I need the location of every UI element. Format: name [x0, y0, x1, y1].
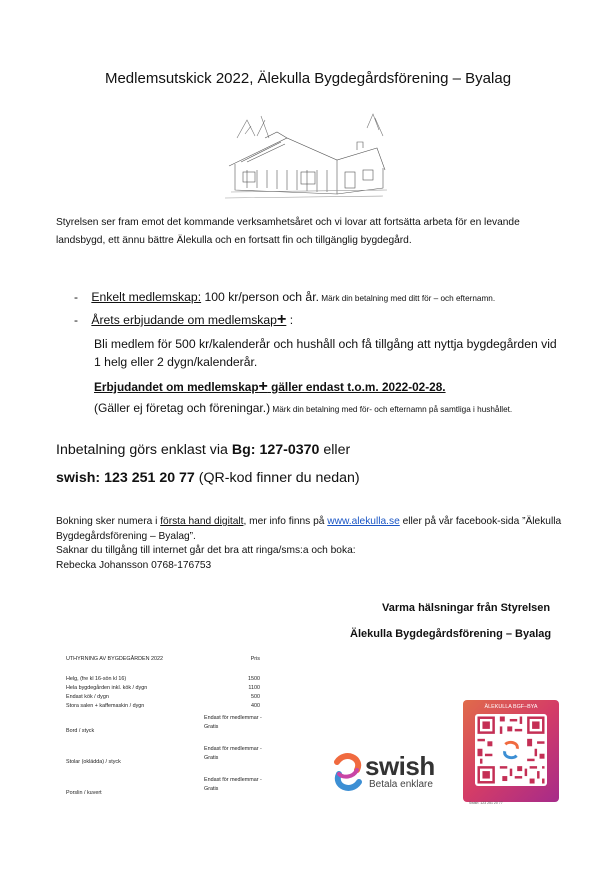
offer-label: Årets erbjudande om medlemskap+ — [91, 311, 287, 328]
offer-body-text: Bli medlem för 500 kr/kalenderår och hushåll och få tillgång att nyttja bygdegården vid 1 helg eller 2 dygn/kalenderår. — [94, 337, 557, 369]
table-row: Stolar (oklädda) / styck Endast för medlemmar - Gratis — [66, 746, 262, 765]
list-dash: - — [74, 290, 92, 304]
swish-number: swish: 123 251 20 77 — [56, 470, 195, 486]
offer-item — [74, 313, 293, 327]
swish-symbol-icon — [331, 752, 365, 792]
website-link[interactable]: www.alekulla.se — [327, 516, 400, 527]
building-sketch-image — [217, 108, 389, 208]
plus-icon: + — [276, 311, 287, 328]
single-membership-note: Märk din betalning med ditt för – och efternamn. — [318, 294, 496, 303]
swish-logo — [331, 748, 441, 796]
bankgiro-number: Bg: 127-0370 — [231, 442, 320, 458]
offer-colon: : — [286, 313, 294, 327]
qr-code-icon — [475, 714, 547, 786]
greeting-line-2: Älekulla Bygdegårdsförening – Byalag — [350, 628, 552, 640]
booking-contact: Rebecka Johansson 0768-176753 — [56, 559, 212, 571]
single-membership-item — [74, 290, 495, 304]
single-membership-label: Enkelt medlemskap: — [91, 290, 202, 304]
table-row: Porslin / kuvert Endast för medlemmar - Gratis — [66, 777, 262, 796]
page-title: Medlemsutskick 2022, Älekulla Bygdegårdsförening – Byalag — [104, 70, 512, 87]
list-dash: - — [74, 313, 92, 327]
offer-exclusion: (Gäller ej företag och föreningar.) Märk din betalning med för- och efternamn på samtliga i hushållet. — [94, 401, 513, 415]
greeting-line-1: Varma hälsningar från Styrelsen — [382, 602, 551, 614]
table-row: Helg, (fre kl 16-sön kl 16) 1500 — [66, 676, 260, 682]
swish-wordmark: swish — [365, 751, 435, 781]
table-row: Endast kök / dygn 500 — [66, 694, 260, 700]
payment-swish-line: swish: 123 251 20 77 (QR-kod finner du nedan) — [56, 470, 360, 486]
intro-paragraph: Styrelsen ser fram emot det kommande verksamhetsåret och vi lovar att fortsätta arbeta för en levande landsbygd, ett ännu bättre Älekulla och en fortsatt fin och tillgänglig bygdegård. — [56, 217, 520, 246]
qr-caption: Swish: 123 251 20 77 — [469, 801, 503, 805]
swish-tagline: Betala enklare — [369, 779, 433, 790]
table-row: Hela bygdegården inkl. kök / dygn 1100 — [66, 685, 260, 691]
qr-code — [475, 714, 547, 786]
swish-qr-card — [463, 700, 559, 802]
booking-info: Bokning sker numera i första hand digitalt, mer info finns på www.alekulla.se eller på vår facebook-sida ”Älekulla Bygdegårdsförening – Byalag”. Saknar du tillgång till internet går det bra att ringa/sms:a och boka: Rebecka Johansson 0768-176753 — [56, 516, 562, 571]
payment-bankgiro-line: Inbetalning görs enklast via Bg: 127-0370 eller — [56, 442, 351, 458]
qr-card-header: ÄLEKULLA BGF–BYA — [484, 704, 538, 710]
plus-icon: + — [258, 378, 268, 395]
offer-deadline: Erbjudandet om medlemskap+ gäller endast t.o.m. 2022-02-28. — [94, 378, 446, 395]
offer-exclusion-note: Märk din betalning med för- och efternamn på samtliga i hushållet. — [270, 405, 513, 414]
table-row: Stora salen + kaffemaskin / dygn 400 — [66, 703, 260, 709]
table-row: Bord / styck Endast för medlemmar - Gratis — [66, 715, 262, 734]
rental-table-header: UTHYRNING AV BYGDEGÅRDEN 2022 Pris — [66, 656, 260, 662]
single-membership-price: 100 kr/person och år. — [201, 290, 319, 304]
